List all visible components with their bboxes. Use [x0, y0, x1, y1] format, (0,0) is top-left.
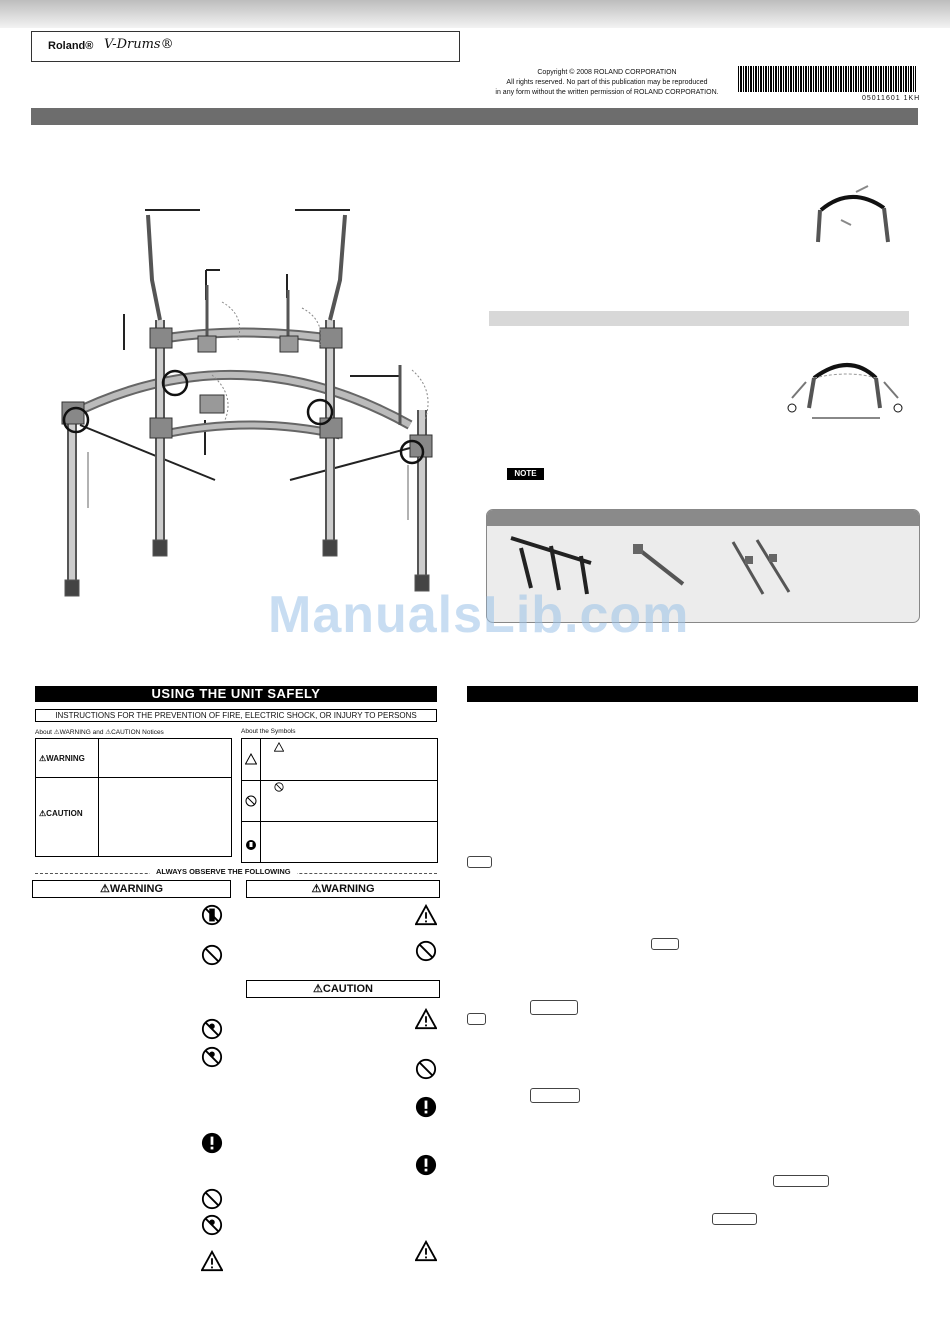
prohibited-icon — [415, 1058, 437, 1080]
prohibited-icon — [201, 944, 223, 966]
no-children-icon — [201, 1046, 223, 1068]
v-drums-logo: V-Drums® — [104, 37, 174, 52]
no-disassemble-icon — [201, 904, 223, 926]
about-symbols-caption: About the Symbols — [241, 728, 296, 735]
warning-header-text: WARNING — [109, 883, 164, 895]
about-notices-caption: About ⚠WARNING and ⚠CAUTION Notices — [35, 729, 164, 736]
copyright-notice — [476, 68, 738, 98]
panel-header — [487, 510, 919, 526]
safety-title: USING THE UNIT SAFELY — [35, 686, 437, 702]
arm-rotation-figure — [806, 180, 906, 250]
prohibited-icon — [201, 1188, 223, 1210]
key-button-graphic — [712, 1213, 757, 1225]
no-children-icon — [201, 1018, 223, 1040]
key-button-graphic — [530, 1000, 578, 1015]
symbols-table — [241, 738, 438, 863]
exclamation-icon — [415, 1096, 437, 1118]
watermark: ManualsLib.com — [268, 586, 690, 644]
safety-subtitle: INSTRUCTIONS FOR THE PREVENTION OF FIRE, ELECTRIC SHOCK, OR INJURY TO PERSONS — [35, 709, 437, 722]
caution-notice-label: ⚠CAUTION — [39, 809, 83, 818]
key-button-graphic — [467, 1013, 486, 1025]
warning-triangle-icon — [201, 1250, 223, 1272]
key-button-graphic — [773, 1175, 829, 1187]
warning-header-right: ⚠WARNING — [246, 880, 440, 898]
warning-header-left: ⚠WARNING — [32, 880, 231, 898]
copyright-line: All rights reserved. No part of this publication may be reproduced — [506, 79, 708, 86]
clamp-part-image — [629, 540, 689, 590]
roland-logo: Roland® — [48, 40, 94, 52]
warning-triangle-icon — [274, 742, 284, 752]
barcode-number: 05011601 1KH — [862, 95, 921, 102]
caution-header: ⚠CAUTION — [246, 980, 440, 998]
warning-triangle-icon — [245, 753, 257, 765]
section-subbanner — [489, 311, 909, 326]
unplug-icon — [245, 839, 257, 851]
drum-stand-illustration — [40, 190, 450, 610]
exclamation-icon — [415, 1154, 437, 1176]
arm-spread-figure — [784, 360, 909, 430]
warning-notice-label: ⚠WARNING — [39, 754, 85, 763]
barcode — [738, 66, 916, 92]
prohibited-icon — [245, 795, 257, 807]
warning-triangle-icon — [415, 1240, 437, 1262]
warning-triangle-icon — [415, 1008, 437, 1030]
cymbal-arm-part-image — [723, 532, 803, 602]
key-button-graphic — [467, 856, 492, 868]
logo-box — [31, 31, 460, 62]
exclamation-icon — [201, 1132, 223, 1154]
copyright-line: in any form without the written permission of ROLAND CORPORATION. — [495, 89, 719, 96]
note-label: NOTE — [507, 468, 544, 480]
caution-header-text: CAUTION — [322, 983, 373, 995]
prohibited-icon — [274, 782, 284, 792]
copyright-line: Copyright © 2008 ROLAND CORPORATION — [537, 69, 677, 76]
key-button-graphic — [651, 938, 679, 950]
important-notes-title-bar — [467, 686, 918, 702]
top-gradient-bar — [0, 0, 950, 28]
always-observe-heading: ALWAYS OBSERVE THE FOLLOWING — [150, 867, 297, 876]
title-banner — [31, 108, 918, 125]
key-button-graphic — [530, 1088, 580, 1103]
warning-header-text: WARNING — [321, 883, 375, 895]
notices-table — [35, 738, 232, 857]
prohibited-icon — [415, 940, 437, 962]
warning-triangle-icon — [415, 904, 437, 926]
no-children-icon — [201, 1214, 223, 1236]
